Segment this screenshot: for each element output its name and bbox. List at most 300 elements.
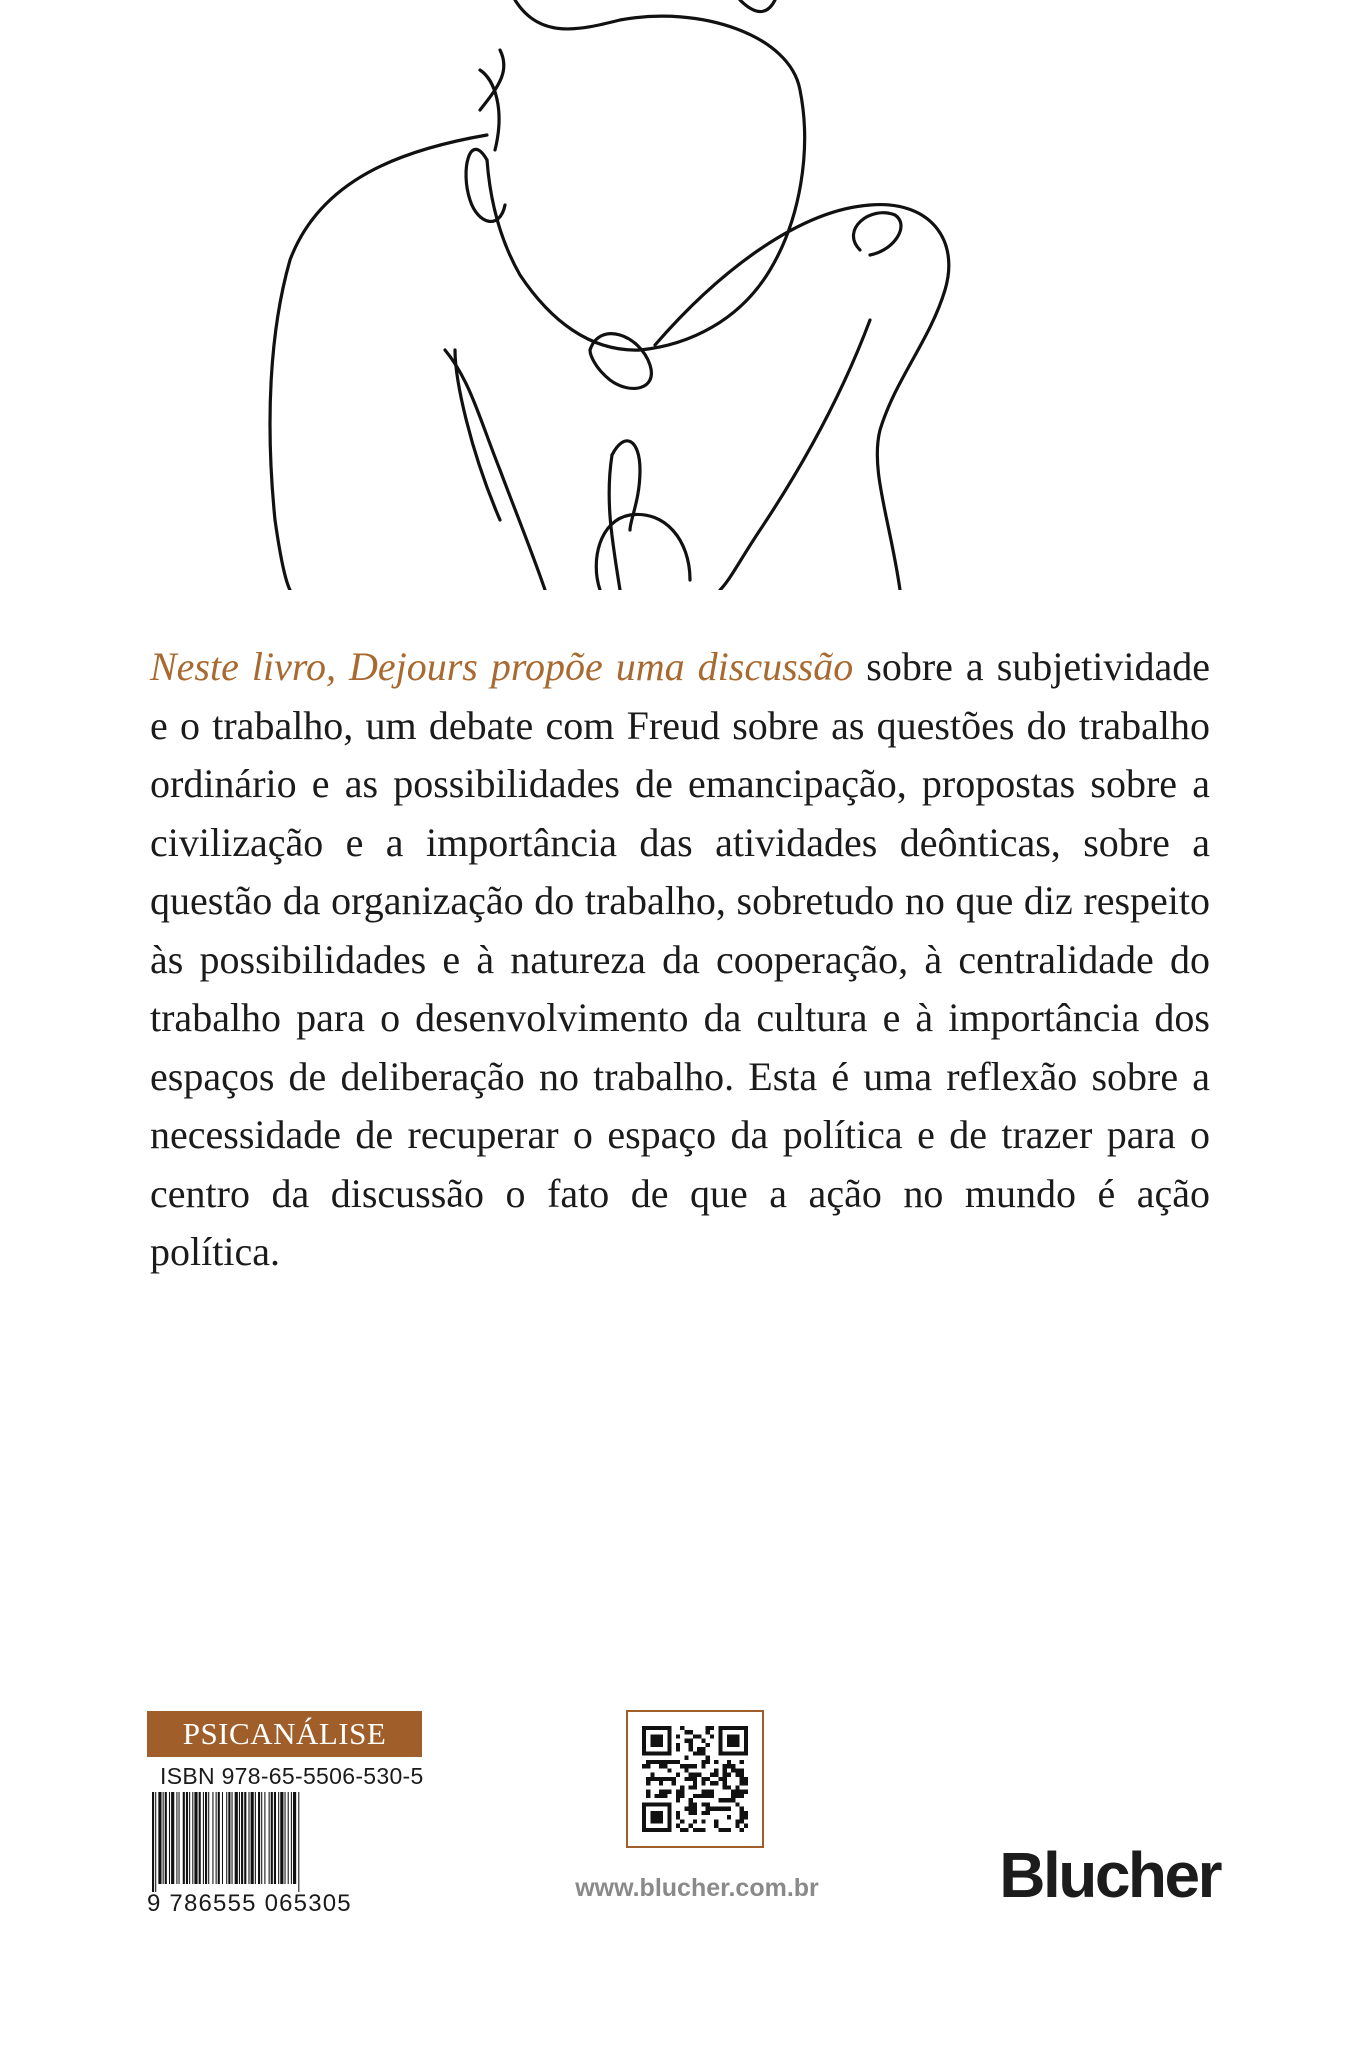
barcode-bar bbox=[293, 1792, 296, 1884]
qr-module bbox=[697, 1773, 701, 1777]
barcode-bar bbox=[186, 1792, 188, 1884]
qr-module bbox=[680, 1764, 684, 1768]
qr-module bbox=[731, 1798, 735, 1802]
qr-module bbox=[706, 1794, 710, 1798]
qr-module bbox=[714, 1768, 718, 1772]
qr-module bbox=[740, 1726, 744, 1730]
barcode-bar bbox=[291, 1792, 292, 1884]
qr-module bbox=[723, 1768, 727, 1772]
qr-module bbox=[659, 1751, 663, 1755]
barcode-bar bbox=[216, 1792, 217, 1884]
qr-module bbox=[740, 1790, 744, 1794]
qr-module bbox=[684, 1768, 688, 1772]
qr-module bbox=[723, 1764, 727, 1768]
barcode-bar bbox=[235, 1792, 238, 1884]
qr-module bbox=[744, 1811, 748, 1815]
barcode-bar bbox=[212, 1792, 213, 1884]
barcode-bar bbox=[258, 1792, 260, 1884]
qr-module bbox=[718, 1739, 722, 1743]
qr-module bbox=[731, 1739, 735, 1743]
qr-module bbox=[659, 1815, 663, 1819]
qr-module bbox=[735, 1734, 739, 1738]
qr-module bbox=[689, 1777, 693, 1781]
qr-module bbox=[646, 1790, 650, 1794]
qr-module bbox=[642, 1824, 646, 1828]
qr-module bbox=[706, 1811, 710, 1815]
qr-module bbox=[731, 1794, 735, 1798]
qr-module bbox=[667, 1734, 671, 1738]
qr-module bbox=[718, 1798, 722, 1802]
qr-module bbox=[689, 1743, 693, 1747]
qr-module bbox=[727, 1807, 731, 1811]
qr-module bbox=[693, 1802, 697, 1806]
qr-module bbox=[659, 1760, 663, 1764]
qr-module bbox=[667, 1739, 671, 1743]
qr-module bbox=[735, 1819, 739, 1823]
qr-module bbox=[710, 1734, 714, 1738]
barcode-bar bbox=[248, 1792, 249, 1884]
qr-module bbox=[740, 1794, 744, 1798]
qr-module bbox=[727, 1828, 731, 1832]
qr-module bbox=[680, 1794, 684, 1798]
qr-code-frame bbox=[626, 1710, 764, 1848]
qr-module bbox=[714, 1781, 718, 1785]
qr-module bbox=[650, 1751, 654, 1755]
qr-module bbox=[693, 1794, 697, 1798]
qr-module bbox=[650, 1802, 654, 1806]
barcode-bar bbox=[280, 1792, 283, 1884]
barcode-bar bbox=[169, 1792, 170, 1884]
barcode-bar bbox=[261, 1792, 262, 1884]
qr-module bbox=[663, 1790, 667, 1794]
qr-module bbox=[655, 1802, 659, 1806]
qr-module bbox=[642, 1734, 646, 1738]
genre-label: PSICANÁLISE bbox=[147, 1711, 422, 1757]
qr-module bbox=[727, 1726, 731, 1730]
qr-module bbox=[684, 1739, 688, 1743]
qr-module bbox=[697, 1828, 701, 1832]
qr-module bbox=[697, 1747, 701, 1751]
qr-module bbox=[642, 1815, 646, 1819]
qr-module bbox=[676, 1798, 680, 1802]
qr-module bbox=[676, 1773, 680, 1777]
barcode-bar bbox=[269, 1792, 270, 1884]
qr-module bbox=[650, 1726, 654, 1730]
qr-module bbox=[672, 1777, 676, 1781]
qr-module bbox=[701, 1802, 705, 1806]
qr-module bbox=[689, 1798, 693, 1802]
qr-module bbox=[676, 1815, 680, 1819]
qr-module bbox=[693, 1781, 697, 1785]
qr-module bbox=[650, 1828, 654, 1832]
qr-module bbox=[735, 1726, 739, 1730]
qr-module bbox=[655, 1760, 659, 1764]
qr-module bbox=[714, 1760, 718, 1764]
qr-module bbox=[642, 1743, 646, 1747]
qr-module bbox=[735, 1739, 739, 1743]
barcode-bar bbox=[271, 1792, 273, 1884]
qr-module bbox=[642, 1751, 646, 1755]
barcode-bar bbox=[298, 1792, 299, 1892]
qr-module bbox=[676, 1760, 680, 1764]
qr-module bbox=[663, 1777, 667, 1781]
qr-module bbox=[718, 1751, 722, 1755]
synopsis-body: sobre a subjetividade e o trabalho, um debate com Freud sobre as questões do trabalho ordinário e as possibilidades de emancipação, propostas sobre a civilização e a importância das atividades deônticas, sobre a questão da organização do trabalho, sobretudo no que diz respeito às possibilidades e à natureza da cooperação, à centralidade do trabalho para o desenvolvimento da cultura e à importância dos espaços de deliberação no trabalho. Esta é uma reflexão sobre a necessidade de recuperar o espaço da política e de trazer para o centro da discussão o fato de que a ação no mundo é ação política. bbox=[150, 644, 1210, 1274]
qr-module bbox=[710, 1773, 714, 1777]
qr-module bbox=[684, 1807, 688, 1811]
qr-module bbox=[667, 1768, 671, 1772]
barcode-bar bbox=[155, 1792, 156, 1892]
qr-module bbox=[689, 1811, 693, 1815]
qr-module bbox=[684, 1764, 688, 1768]
qr-module bbox=[672, 1781, 676, 1785]
barcode-bar bbox=[285, 1792, 286, 1884]
qr-module bbox=[706, 1777, 710, 1781]
qr-module bbox=[646, 1764, 650, 1768]
qr-module bbox=[701, 1811, 705, 1815]
qr-module bbox=[667, 1824, 671, 1828]
barcode-bar bbox=[194, 1792, 197, 1884]
qr-module bbox=[676, 1811, 680, 1815]
qr-module bbox=[667, 1802, 671, 1806]
barcode-bar bbox=[203, 1792, 204, 1884]
line-art-figure bbox=[0, 0, 1370, 590]
qr-module bbox=[680, 1726, 684, 1730]
qr-module bbox=[684, 1756, 688, 1760]
qr-module bbox=[689, 1802, 693, 1806]
qr-module bbox=[663, 1751, 667, 1755]
qr-module bbox=[744, 1824, 748, 1828]
barcode-bar bbox=[218, 1792, 220, 1884]
qr-module bbox=[744, 1781, 748, 1785]
qr-module bbox=[642, 1764, 646, 1768]
qr-module bbox=[650, 1815, 654, 1819]
qr-module bbox=[731, 1764, 735, 1768]
qr-module bbox=[727, 1734, 731, 1738]
qr-module bbox=[659, 1828, 663, 1832]
qr-module bbox=[646, 1726, 650, 1730]
barcode-bar bbox=[208, 1792, 209, 1884]
qr-module bbox=[655, 1743, 659, 1747]
qr-module bbox=[667, 1743, 671, 1747]
qr-module bbox=[655, 1811, 659, 1815]
qr-module bbox=[706, 1726, 710, 1730]
qr-module bbox=[723, 1751, 727, 1755]
qr-module bbox=[706, 1756, 710, 1760]
qr-module bbox=[740, 1819, 744, 1823]
qr-module bbox=[650, 1811, 654, 1815]
qr-module bbox=[723, 1773, 727, 1777]
qr-module bbox=[740, 1751, 744, 1755]
qr-module bbox=[667, 1815, 671, 1819]
qr-module bbox=[701, 1760, 705, 1764]
qr-module bbox=[646, 1760, 650, 1764]
qr-module bbox=[706, 1802, 710, 1806]
qr-module bbox=[667, 1819, 671, 1823]
qr-module bbox=[646, 1802, 650, 1806]
qr-module bbox=[727, 1764, 731, 1768]
qr-module bbox=[735, 1768, 739, 1772]
qr-module bbox=[740, 1828, 744, 1832]
qr-module bbox=[655, 1751, 659, 1755]
barcode-bar bbox=[176, 1792, 177, 1884]
qr-module bbox=[667, 1751, 671, 1755]
qr-module bbox=[744, 1790, 748, 1794]
qr-module bbox=[740, 1777, 744, 1781]
qr-module bbox=[667, 1811, 671, 1815]
barcode-bar bbox=[278, 1792, 279, 1884]
qr-module bbox=[642, 1730, 646, 1734]
barcode-bar bbox=[171, 1792, 174, 1884]
synopsis-lead: Neste livro, Dejours propõe uma discussão bbox=[150, 644, 854, 689]
qr-module bbox=[744, 1726, 748, 1730]
qr-module bbox=[744, 1730, 748, 1734]
qr-module bbox=[727, 1798, 731, 1802]
qr-module bbox=[659, 1739, 663, 1743]
qr-module bbox=[693, 1811, 697, 1815]
qr-module bbox=[701, 1751, 705, 1755]
qr-module bbox=[740, 1807, 744, 1811]
qr-module bbox=[646, 1751, 650, 1755]
qr-module bbox=[659, 1819, 663, 1823]
qr-module bbox=[706, 1760, 710, 1764]
qr-module bbox=[710, 1781, 714, 1785]
qr-module bbox=[667, 1760, 671, 1764]
qr-module bbox=[680, 1828, 684, 1832]
qr-module bbox=[706, 1730, 710, 1734]
barcode-bar bbox=[179, 1792, 180, 1884]
qr-module bbox=[731, 1743, 735, 1747]
qr-module bbox=[735, 1802, 739, 1806]
qr-module bbox=[735, 1790, 739, 1794]
qr-module bbox=[727, 1739, 731, 1743]
qr-module bbox=[701, 1777, 705, 1781]
qr-module bbox=[642, 1807, 646, 1811]
qr-module bbox=[684, 1777, 688, 1781]
qr-module bbox=[642, 1802, 646, 1806]
qr-module bbox=[689, 1824, 693, 1828]
qr-module bbox=[659, 1794, 663, 1798]
qr-module bbox=[667, 1730, 671, 1734]
qr-module bbox=[723, 1785, 727, 1789]
qr-module bbox=[744, 1739, 748, 1743]
qr-module bbox=[642, 1811, 646, 1815]
qr-module bbox=[663, 1764, 667, 1768]
qr-module bbox=[723, 1807, 727, 1811]
barcode-bar bbox=[205, 1792, 207, 1884]
barcode-bar bbox=[199, 1792, 201, 1884]
qr-module bbox=[667, 1777, 671, 1781]
qr-module bbox=[689, 1764, 693, 1768]
qr-module bbox=[693, 1773, 697, 1777]
qr-module bbox=[689, 1807, 693, 1811]
qr-module bbox=[663, 1802, 667, 1806]
qr-module bbox=[731, 1768, 735, 1772]
qr-module bbox=[727, 1773, 731, 1777]
qr-module bbox=[642, 1819, 646, 1823]
qr-module bbox=[650, 1777, 654, 1781]
qr-module bbox=[663, 1726, 667, 1730]
isbn-label: ISBN 978-65-5506-530-5 bbox=[160, 1763, 424, 1789]
qr-module bbox=[667, 1726, 671, 1730]
qr-module bbox=[744, 1777, 748, 1781]
qr-module bbox=[731, 1734, 735, 1738]
qr-module bbox=[727, 1751, 731, 1755]
qr-module bbox=[735, 1743, 739, 1747]
qr-module bbox=[663, 1828, 667, 1832]
qr-module bbox=[740, 1815, 744, 1819]
qr-module bbox=[701, 1790, 705, 1794]
qr-module bbox=[740, 1760, 744, 1764]
qr-module bbox=[659, 1743, 663, 1747]
qr-module bbox=[693, 1785, 697, 1789]
qr-module bbox=[744, 1815, 748, 1819]
qr-module bbox=[655, 1794, 659, 1798]
qr-module bbox=[718, 1807, 722, 1811]
qr-module bbox=[735, 1785, 739, 1789]
barcode-bar bbox=[244, 1792, 246, 1884]
qr-module bbox=[680, 1785, 684, 1789]
qr-module bbox=[701, 1819, 705, 1823]
qr-module bbox=[667, 1807, 671, 1811]
qr-module bbox=[693, 1819, 697, 1823]
qr-module bbox=[676, 1734, 680, 1738]
qr-module bbox=[727, 1815, 731, 1819]
qr-module bbox=[659, 1764, 663, 1768]
barcode-digits: 9 786555 065305 bbox=[147, 1890, 352, 1917]
barcode-bar bbox=[239, 1792, 240, 1884]
qr-module bbox=[693, 1807, 697, 1811]
barcode-bar bbox=[232, 1792, 233, 1884]
synopsis-paragraph bbox=[150, 638, 1210, 1282]
qr-module bbox=[655, 1739, 659, 1743]
qr-module bbox=[727, 1743, 731, 1747]
qr-module bbox=[710, 1790, 714, 1794]
qr-module bbox=[723, 1798, 727, 1802]
qr-module bbox=[727, 1760, 731, 1764]
qr-module bbox=[646, 1777, 650, 1781]
qr-module bbox=[655, 1734, 659, 1738]
qr-module bbox=[744, 1751, 748, 1755]
qr-module bbox=[689, 1730, 693, 1734]
qr-module bbox=[655, 1726, 659, 1730]
qr-module bbox=[650, 1743, 654, 1747]
qr-module bbox=[642, 1828, 646, 1832]
barcode-bar bbox=[255, 1792, 256, 1884]
qr-module bbox=[723, 1828, 727, 1832]
qr-module bbox=[659, 1734, 663, 1738]
qr-module bbox=[718, 1734, 722, 1738]
qr-module bbox=[667, 1828, 671, 1832]
qr-module bbox=[744, 1747, 748, 1751]
qr-module bbox=[684, 1828, 688, 1832]
barcode-bar bbox=[274, 1792, 276, 1884]
qr-module bbox=[697, 1751, 701, 1755]
qr-module bbox=[701, 1794, 705, 1798]
barcode-bar bbox=[264, 1792, 265, 1884]
qr-module bbox=[740, 1811, 744, 1815]
qr-module bbox=[718, 1777, 722, 1781]
qr-module bbox=[689, 1773, 693, 1777]
qr-module bbox=[714, 1807, 718, 1811]
qr-module bbox=[731, 1726, 735, 1730]
barcode-bar bbox=[152, 1792, 154, 1892]
qr-module bbox=[718, 1743, 722, 1747]
qr-module bbox=[744, 1734, 748, 1738]
qr-module bbox=[693, 1828, 697, 1832]
qr-module bbox=[676, 1794, 680, 1798]
qr-module bbox=[659, 1811, 663, 1815]
qr-module bbox=[693, 1734, 697, 1738]
qr-module bbox=[701, 1747, 705, 1751]
qr-module bbox=[659, 1781, 663, 1785]
qr-module bbox=[646, 1794, 650, 1798]
qr-module bbox=[718, 1828, 722, 1832]
qr-module bbox=[672, 1760, 676, 1764]
qr-module bbox=[650, 1819, 654, 1823]
qr-module bbox=[663, 1794, 667, 1798]
qr-module bbox=[723, 1777, 727, 1781]
qr-module bbox=[710, 1726, 714, 1730]
barcode-bar bbox=[158, 1792, 161, 1884]
qr-module bbox=[693, 1764, 697, 1768]
qr-module bbox=[718, 1726, 722, 1730]
qr-module bbox=[667, 1790, 671, 1794]
barcode-bar bbox=[183, 1792, 185, 1884]
qr-module bbox=[740, 1781, 744, 1785]
qr-module bbox=[650, 1760, 654, 1764]
publisher-website-link[interactable]: www.blucher.com.br bbox=[575, 1874, 819, 1902]
qr-module bbox=[659, 1777, 663, 1781]
qr-module bbox=[735, 1751, 739, 1755]
qr-module bbox=[693, 1777, 697, 1781]
barcode-bar bbox=[222, 1792, 223, 1884]
qr-module bbox=[650, 1739, 654, 1743]
qr-module bbox=[710, 1807, 714, 1811]
qr-module bbox=[714, 1773, 718, 1777]
qr-module bbox=[701, 1739, 705, 1743]
barcode-bar bbox=[241, 1792, 243, 1884]
qr-module bbox=[655, 1777, 659, 1781]
qr-module bbox=[744, 1743, 748, 1747]
qr-module bbox=[735, 1794, 739, 1798]
barcode bbox=[148, 1792, 438, 1892]
barcode-bar bbox=[189, 1792, 190, 1884]
qr-module bbox=[684, 1730, 688, 1734]
qr-module bbox=[646, 1828, 650, 1832]
qr-module bbox=[714, 1819, 718, 1823]
qr-module bbox=[718, 1730, 722, 1734]
qr-module bbox=[676, 1790, 680, 1794]
qr-module bbox=[689, 1785, 693, 1789]
qr-module bbox=[723, 1781, 727, 1785]
qr-module bbox=[714, 1824, 718, 1828]
qr-module bbox=[676, 1743, 680, 1747]
qr-module bbox=[659, 1790, 663, 1794]
qr-module bbox=[650, 1734, 654, 1738]
qr-module bbox=[740, 1768, 744, 1772]
qr-module bbox=[706, 1743, 710, 1747]
qr-module bbox=[731, 1751, 735, 1755]
barcode-bar bbox=[165, 1792, 167, 1884]
qr-module bbox=[718, 1747, 722, 1751]
qr-module bbox=[731, 1790, 735, 1794]
qr-module bbox=[740, 1773, 744, 1777]
qr-module bbox=[701, 1828, 705, 1832]
barcode-bar bbox=[251, 1792, 254, 1884]
qr-module bbox=[659, 1726, 663, 1730]
qr-module bbox=[697, 1734, 701, 1738]
